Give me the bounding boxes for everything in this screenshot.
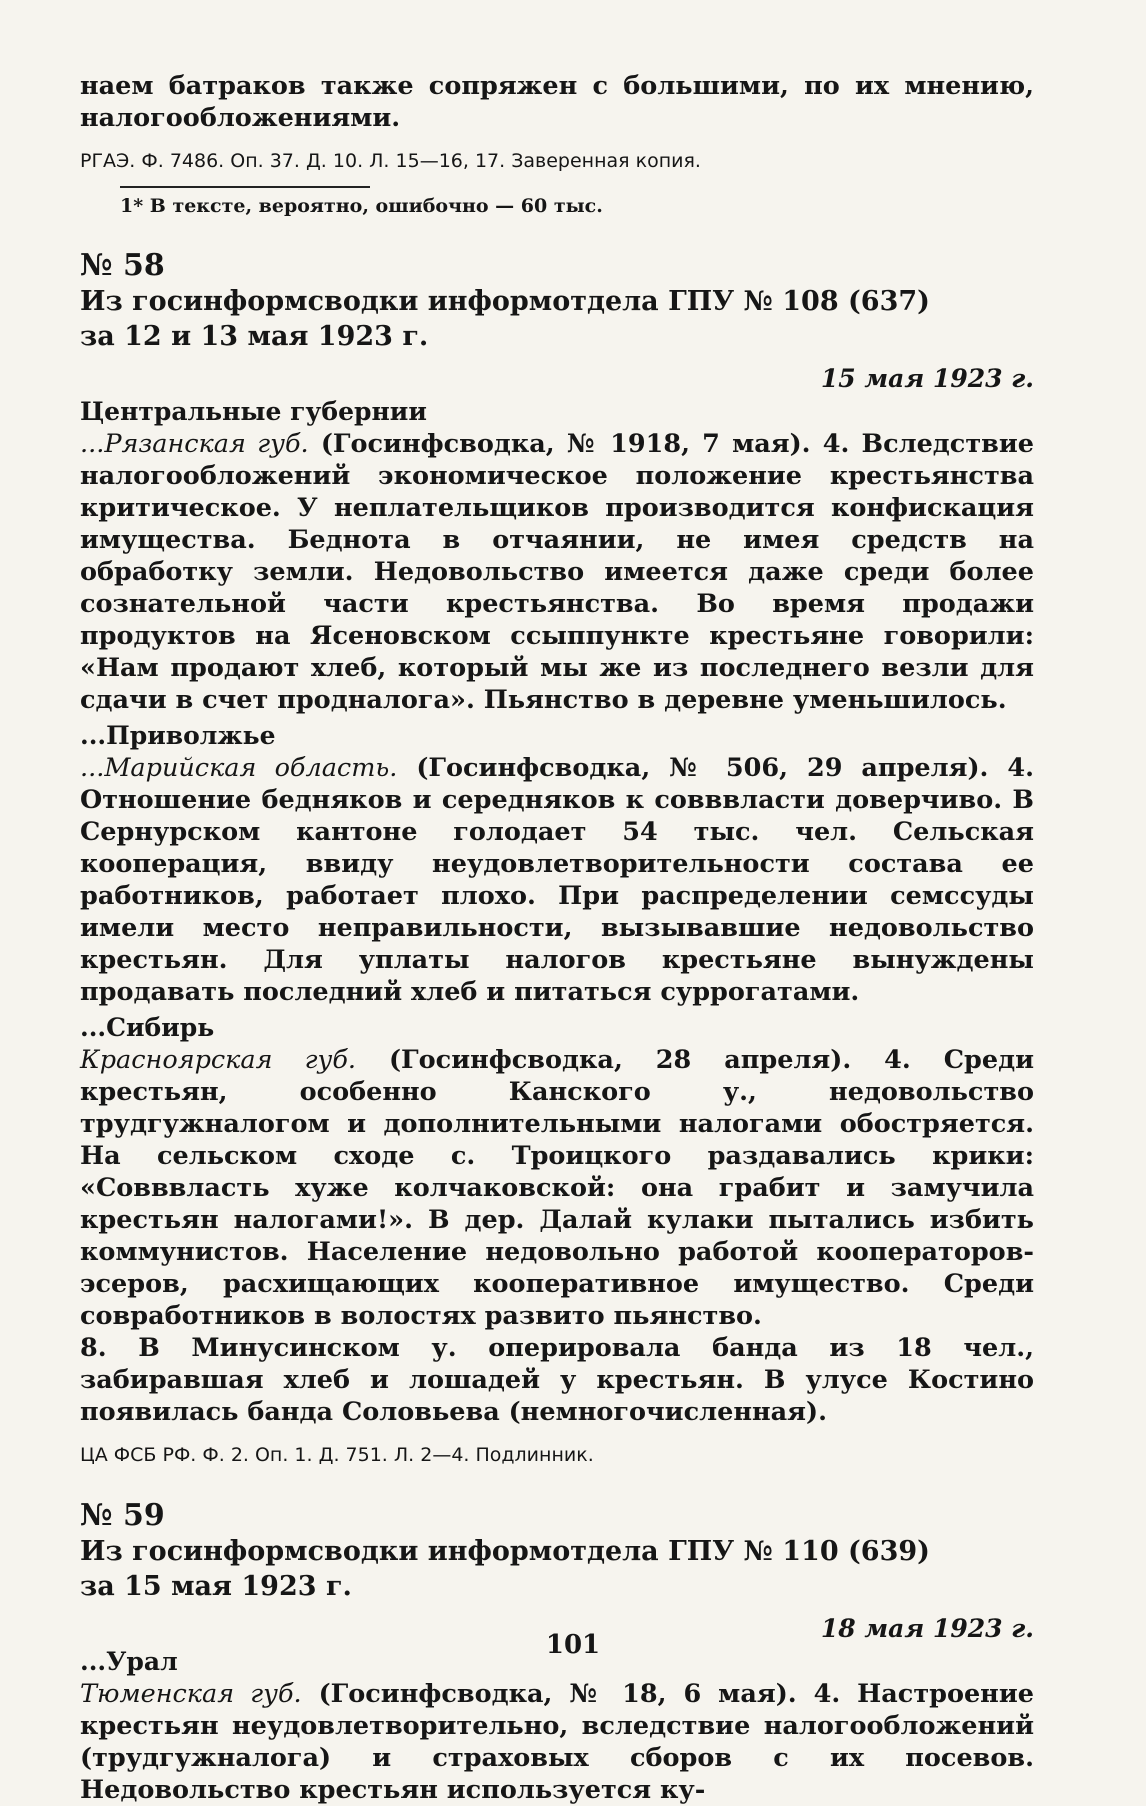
doc58-paragraph-krasnoyarsk (80, 1044, 1034, 1332)
doc59-number: № 59 (80, 1498, 165, 1533)
region-name: ...Рязанская губ. (80, 429, 309, 459)
footnote: 1* В тексте, вероятно, ошибочно — 60 тыс. (120, 195, 603, 217)
page-number: 101 (545, 1630, 601, 1660)
doc58-date: 15 мая 1923 г. (820, 364, 1034, 393)
doc58-region-siberia: ...Сибирь (80, 1013, 215, 1042)
doc59-date: 18 мая 1923 г. (820, 1614, 1034, 1643)
doc58-paragraph-mari (80, 752, 1034, 1008)
doc59-paragraph-tyumen (80, 1678, 1034, 1806)
doc58-source: ЦА ФСБ РФ. Ф. 2. Оп. 1. Д. 751. Л. 2—4. Подлинник. (80, 1444, 594, 1466)
archive-source-top: РГАЭ. Ф. 7486. Оп. 37. Д. 10. Л. 15—16, 17. Заверенная копия. (80, 150, 701, 172)
paragraph-text: (Госинфсводка, № 1918, 7 мая). 4. Вследствие налогообложений экономическое положение крестьянства критическое. У неплательщиков производится конфискация имущества. Беднота в отчаянии, не имея средств на обработку земли. Недовольство имеется даже среди более сознательной части крестьянства. Во время продажи продуктов на Ясеновском ссыппункте крестьяне говорили: «Нам продают хлеб, который мы же из последнего везли для сдачи в счет продналога». Пьянство в деревне уменьшилось. (80, 429, 1034, 715)
doc58-number: № 58 (80, 248, 165, 283)
footnote-rule (120, 186, 370, 188)
region-name: ...Марийская область. (80, 753, 398, 783)
paragraph-continued: наем батраков также сопряжен с большими, по их мнению, налогообложениями. (80, 71, 1034, 133)
doc59-title-line1: Из госинформсводки информотдела ГПУ № 110 (639) (80, 1536, 930, 1567)
doc58-title-line1: Из госинформсводки информотдела ГПУ № 108 (637) (80, 286, 930, 317)
region-name: Красноярская губ. (80, 1045, 357, 1075)
doc58-paragraph-minusinsk: 8. В Минусинском у. оперировала банда из 18 чел., забиравшая хлеб и лошадей у крестьян. В улусе Костино появилась банда Соловьева (немногочисленная). (80, 1333, 1034, 1427)
region-name: Тюменская губ. (80, 1679, 302, 1709)
paragraph-text: (Госинфсводка, № 506, 29 апреля). 4. Отношение бедняков и середняков к совввласти доверчиво. В Сернурском кантоне голодает 54 тыс. чел. Сельская кооперация, ввиду неудовлетворительности состава ее работников, работает плохо. При распределении семссуды имели место неправильности, вызывавшие недовольство крестьян. Для уплаты налогов крестьяне вынуждены продавать последний хлеб и питаться суррогатами. (80, 753, 1034, 1007)
doc59-region-ural: ...Урал (80, 1647, 178, 1676)
doc58-title-line2: за 12 и 13 мая 1923 г. (80, 321, 429, 352)
doc58-region-volga: ...Приволжье (80, 721, 276, 750)
paragraph-text: (Госинфсводка, № 18, 6 мая). 4. Настроение крестьян неудовлетворительно, вследствие налогообложений (трудгужналога) и страховых сборов с их посевов. Недовольство крестьян используется ку- (80, 1679, 1034, 1805)
doc59-title-line2: за 15 мая 1923 г. (80, 1571, 352, 1602)
doc58-region-central: Центральные губернии (80, 397, 427, 426)
doc58-paragraph-ryazan (80, 428, 1034, 716)
paragraph-text: (Госинфсводка, 28 апреля). 4. Среди крестьян, особенно Канского у., недовольство трудгужналогом и дополнительными налогами обостряется. На сельском сходе с. Троицкого раздавались крики: «Совввласть хуже колчаковской: она грабит и замучила крестьян налогами!». В дер. Далай кулаки пытались избить коммунистов. Население недовольно работой кооператоров-эсеров, расхищающих кооперативное имущество. Среди совработников в волостях развито пьянство. (80, 1045, 1034, 1331)
